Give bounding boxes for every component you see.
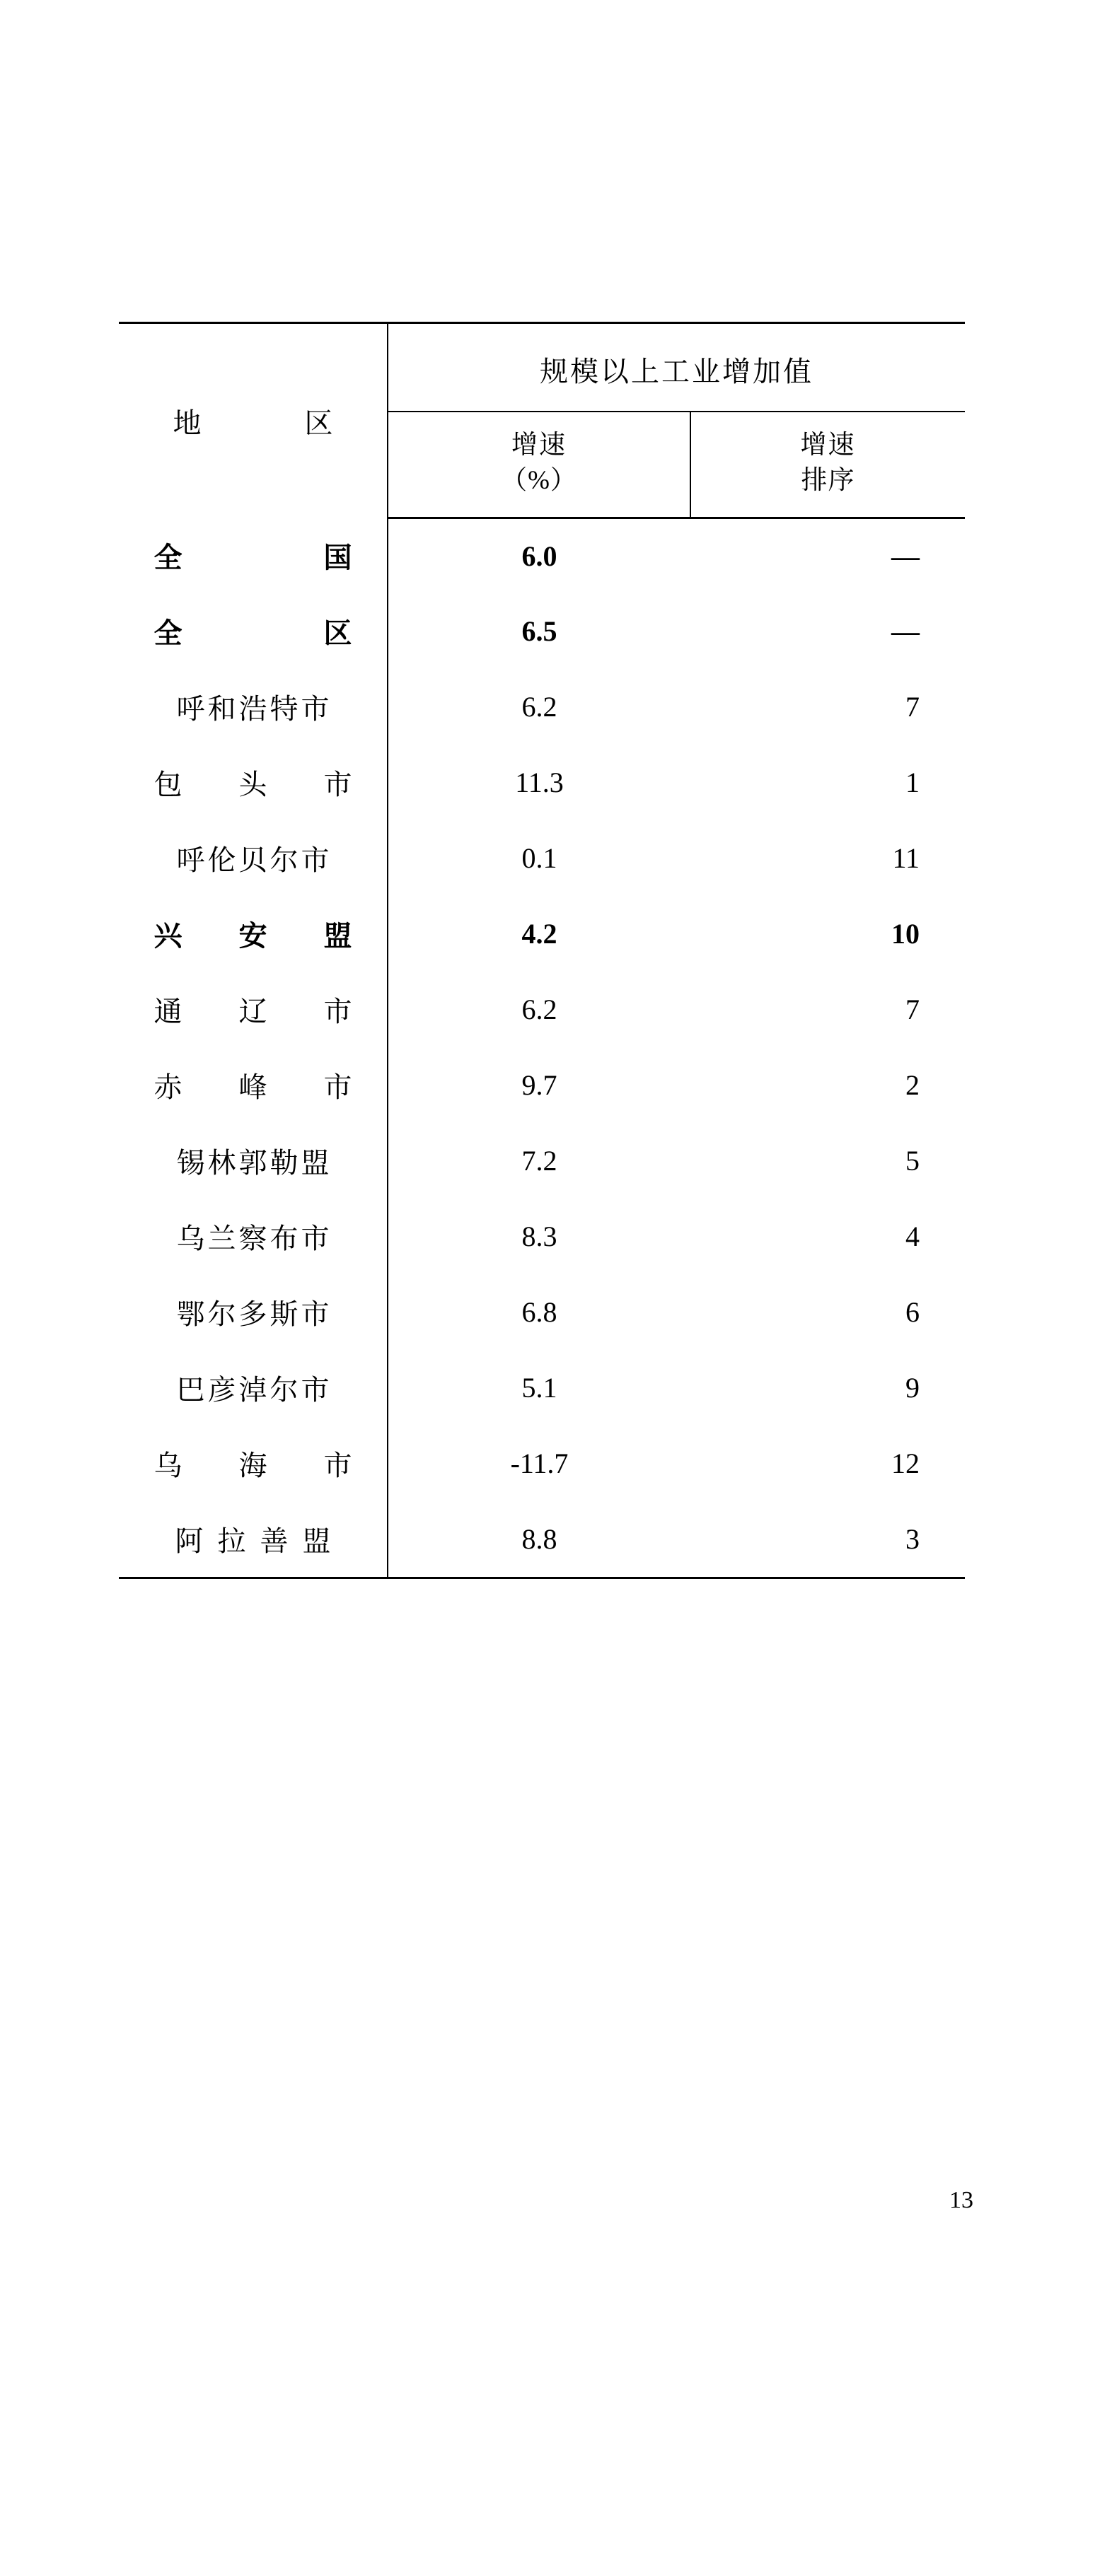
cell-region-label: 通 辽 市 — [154, 996, 366, 1028]
cell-growth-rate: 6.8 — [521, 1296, 557, 1329]
cell-region-label: 全 国 — [154, 542, 381, 574]
table-row — [119, 1274, 965, 1350]
column-header-growth-rank — [690, 412, 965, 518]
cell-growth-rate: 11.3 — [515, 767, 564, 799]
table-row — [119, 896, 965, 972]
cell-growth-rate: 6.2 — [521, 993, 557, 1026]
cell-growth-rank: 7 — [905, 691, 920, 723]
cell-region — [119, 972, 388, 1047]
cell-growth-rate: 5.1 — [521, 1372, 557, 1404]
cell-growth-rate: 8.8 — [388, 1501, 690, 1578]
cell-growth-rate: 4.2 — [521, 918, 557, 950]
cell-region-label: 包 头 市 — [154, 769, 366, 801]
cell-growth-rank: 3 — [690, 1501, 965, 1578]
table-row — [119, 1426, 965, 1501]
table-row — [119, 1501, 965, 1578]
cell-region — [119, 1350, 388, 1426]
cell-region-label: 乌兰察布市 — [176, 1223, 332, 1255]
cell-growth-rank: 10 — [891, 918, 920, 950]
cell-region — [119, 669, 388, 745]
cell-growth-rate: 6.2 — [521, 691, 557, 723]
cell-region — [119, 1274, 388, 1350]
cell-growth-rate: 6.0 — [521, 540, 557, 573]
cell-growth-rank: 4 — [905, 1220, 920, 1253]
table-row — [119, 593, 965, 669]
cell-growth-rate: 7.2 — [521, 1145, 557, 1177]
column-header-region-label: 地 区 — [173, 407, 349, 439]
table-body — [119, 518, 965, 1578]
column-header-growth-rank-line1: 增速 — [800, 431, 856, 460]
cell-region — [119, 896, 388, 972]
statistics-table — [119, 322, 965, 1579]
cell-region-label: 阿拉善盟 — [175, 1525, 345, 1558]
cell-growth-rate: 6.5 — [521, 615, 557, 648]
cell-growth-rank: 12 — [891, 1447, 920, 1480]
cell-region — [119, 1047, 388, 1123]
cell-region — [119, 745, 388, 820]
cell-growth-rate: -11.7 — [510, 1447, 569, 1480]
column-header-region — [119, 323, 388, 518]
cell-growth-rank: — — [891, 615, 920, 648]
cell-growth-rank: 11 — [892, 842, 920, 875]
column-header-group: 规模以上工业增加值 — [388, 323, 965, 412]
table-row — [119, 1123, 965, 1199]
column-header-growth-rank-line2: 排序 — [801, 465, 855, 495]
table-header-row-group — [119, 323, 965, 412]
cell-region-label: 鄂尔多斯市 — [176, 1298, 332, 1331]
cell-growth-rank: 9 — [905, 1372, 920, 1404]
cell-growth-rank: 5 — [905, 1145, 920, 1177]
cell-growth-rank: 2 — [905, 1069, 920, 1102]
cell-growth-rank: 6 — [905, 1296, 920, 1329]
table-row — [119, 669, 965, 745]
column-header-growth-rate-line1: 增速 — [511, 431, 567, 460]
cell-region-label: 赤 峰 市 — [154, 1071, 366, 1104]
cell-growth-rank: 7 — [905, 993, 920, 1026]
table-row — [119, 820, 965, 896]
table-row — [119, 972, 965, 1047]
cell-region-label: 呼和浩特市 — [176, 693, 332, 725]
column-header-growth-rate-line2: （%） — [501, 465, 577, 495]
cell-growth-rate: 9.7 — [521, 1069, 557, 1102]
cell-region — [119, 1199, 388, 1274]
cell-growth-rate: 0.1 — [521, 842, 557, 875]
cell-region-label: 乌 海 市 — [154, 1450, 366, 1482]
cell-region-label: 全 区 — [154, 617, 381, 650]
cell-region — [119, 1501, 388, 1578]
table-row — [119, 1047, 965, 1123]
table-row — [119, 1350, 965, 1426]
cell-region — [119, 518, 388, 593]
cell-region-label: 呼伦贝尔市 — [176, 844, 332, 877]
column-header-growth-rate — [388, 412, 690, 518]
table-row — [119, 1199, 965, 1274]
cell-region-label: 锡林郭勒盟 — [176, 1147, 332, 1179]
table-row — [119, 518, 965, 593]
cell-growth-rate: 8.3 — [521, 1220, 557, 1253]
table-row — [119, 745, 965, 820]
statistics-table-container — [119, 322, 965, 1579]
cell-region — [119, 593, 388, 669]
cell-region — [119, 1123, 388, 1199]
cell-region-label: 巴彦淖尔市 — [176, 1374, 332, 1406]
page-number: 13 — [949, 2187, 973, 2213]
cell-region-label: 兴 安 盟 — [154, 920, 366, 952]
cell-region — [119, 820, 388, 896]
table-header — [119, 323, 965, 518]
cell-growth-rank: — — [891, 540, 920, 573]
cell-growth-rank: 1 — [905, 767, 920, 799]
cell-region — [119, 1426, 388, 1501]
